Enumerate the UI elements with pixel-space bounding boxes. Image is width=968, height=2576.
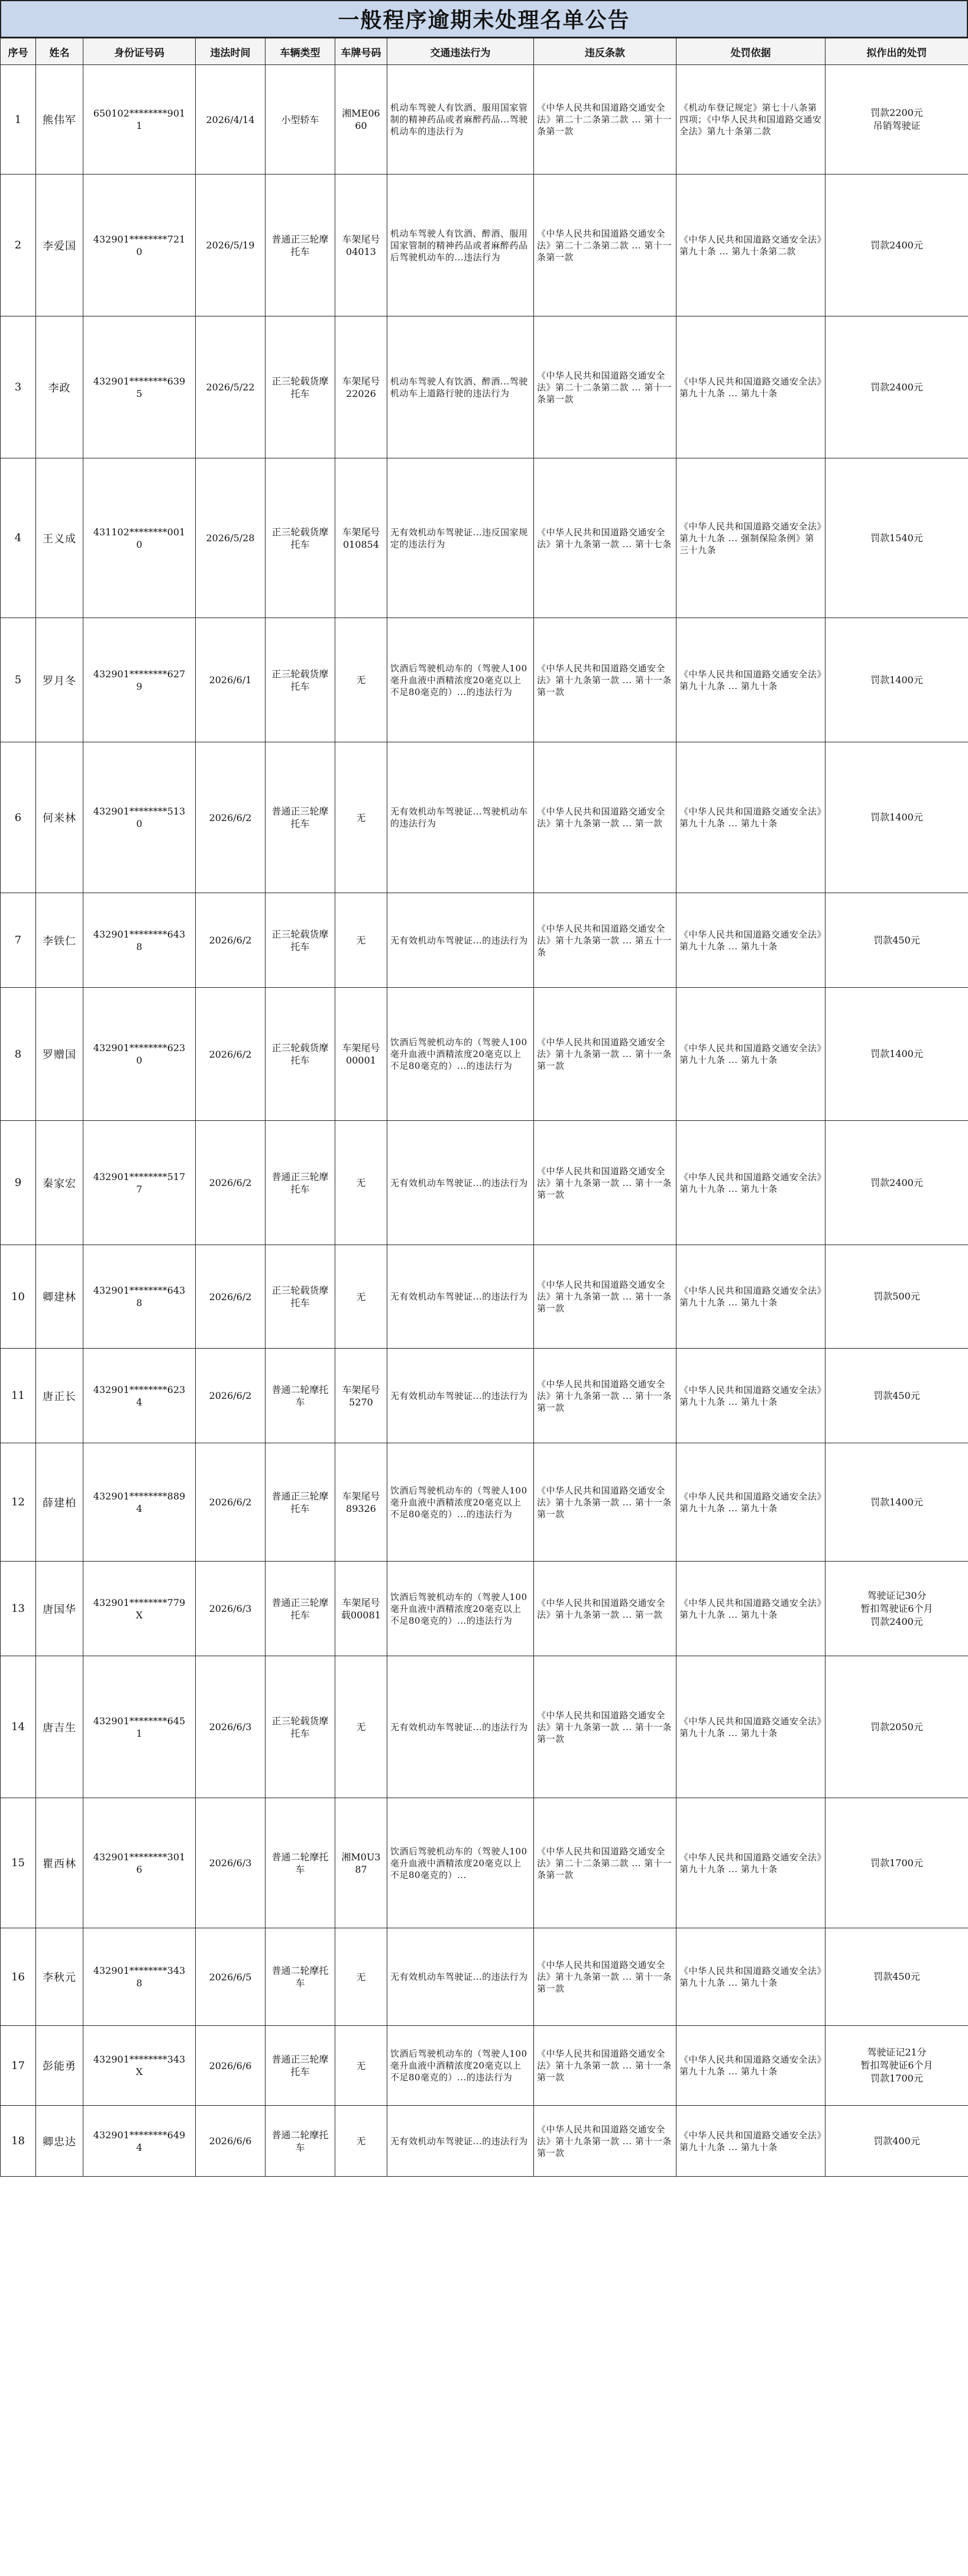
plate-cell: 无 (335, 2026, 387, 2106)
table-row (1, 1349, 968, 1443)
behavior-cell: 机动车驾驶人有饮酒、醉酒、服用国家管制的精神药品或者麻醉药品后驾驶机动车的...违法行为 (387, 174, 534, 316)
header-clause: 违反条款 (534, 38, 676, 65)
penalty-cell: 罚款2400元 (825, 1121, 968, 1245)
basis-cell: 《中华人民共和国道路交通安全法》第九十九条 ... 强制保险条例》第三十九条 (676, 458, 825, 618)
header-basis: 处罚依据 (676, 38, 825, 65)
penalty-cell: 罚款1400元 (825, 618, 968, 742)
seq-cell: 9 (1, 1121, 36, 1245)
behavior-cell: 无有效机动车驾驶证...的违法行为 (387, 1656, 534, 1798)
behavior-cell: 无有效机动车驾驶证...的违法行为 (387, 1349, 534, 1443)
plate-cell: 车架尾号 22026 (335, 316, 387, 458)
violation-date-cell: 2026/6/2 (196, 1121, 266, 1245)
name-cell: 李政 (36, 316, 83, 458)
behavior-cell: 饮酒后驾驶机动车的（驾驶人100毫升血液中酒精浓度20毫克以上不足80毫克的）...的违法行为 (387, 988, 534, 1121)
name-cell: 唐正长 (36, 1349, 83, 1443)
behavior-cell: 无有效机动车驾驶证...的违法行为 (387, 1245, 534, 1349)
id-number-cell: 432901********649 4 (83, 2106, 196, 2177)
basis-cell: 《中华人民共和国道路交通安全法》第九十九条 ... 第九十条 (676, 1443, 825, 1562)
plate-cell: 无 (335, 1928, 387, 2026)
clause-cell: 《中华人民共和国道路交通安全法》第二十二条第二款 ... 第十一条第一款 (534, 316, 676, 458)
plate-cell: 无 (335, 742, 387, 893)
seq-cell: 16 (1, 1928, 36, 2026)
name-cell: 秦家宏 (36, 1121, 83, 1245)
basis-cell: 《中华人民共和国道路交通安全法》第九十九条 ... 第九十条 (676, 1349, 825, 1443)
seq-cell: 10 (1, 1245, 36, 1349)
behavior-cell: 饮酒后驾驶机动车的（驾驶人100毫升血液中酒精浓度20毫克以上不足80毫克的）...的违法行为 (387, 1562, 534, 1656)
vehicle-type-cell: 普通正三轮摩托车 (266, 742, 335, 893)
vehicle-type-cell: 普通正三轮摩托车 (266, 1562, 335, 1656)
vehicle-type-cell: 普通正三轮摩托车 (266, 174, 335, 316)
seq-cell: 2 (1, 174, 36, 316)
behavior-cell: 饮酒后驾驶机动车的（驾驶人100毫升血液中酒精浓度20毫克以上不足80毫克的）...的违法行为 (387, 2026, 534, 2106)
plate-cell: 无 (335, 1245, 387, 1349)
name-cell: 熊伟军 (36, 65, 83, 174)
penalty-cell: 罚款1400元 (825, 742, 968, 893)
table-row (1, 1443, 968, 1562)
behavior-cell: 无有效机动车驾驶证...的违法行为 (387, 893, 534, 988)
clause-cell: 《中华人民共和国道路交通安全法》第十九条第一款 ... 第十一条第一款 (534, 1121, 676, 1245)
penalty-cell: 罚款2200元 吊销驾驶证 (825, 65, 968, 174)
clause-cell: 《中华人民共和国道路交通安全法》第十九条第一款 ... 第五十一条 (534, 893, 676, 988)
violation-date-cell: 2026/5/22 (196, 316, 266, 458)
table-row (1, 1656, 968, 1798)
name-cell: 唐吉生 (36, 1656, 83, 1798)
basis-cell: 《中华人民共和国道路交通安全法》第九十九条 ... 第九十条 (676, 2026, 825, 2106)
vehicle-type-cell: 普通二轮摩托车 (266, 1928, 335, 2026)
seq-cell: 15 (1, 1798, 36, 1928)
vehicle-type-cell: 正三轮载货摩托车 (266, 458, 335, 618)
clause-cell: 《中华人民共和国道路交通安全法》第二十二条第二款 ... 第十一条第一款 (534, 1798, 676, 1928)
clause-cell: 《中华人民共和国道路交通安全法》第二十二条第二款 ... 第十一条第一款 (534, 174, 676, 316)
notice-title: 一般程序逾期未处理名单公告 (0, 0, 968, 38)
basis-cell: 《中华人民共和国道路交通安全法》第九十九条 ... 第九十条 (676, 618, 825, 742)
name-cell: 李铁仁 (36, 893, 83, 988)
id-number-cell: 432901********513 0 (83, 742, 196, 893)
vehicle-type-cell: 正三轮载货摩托车 (266, 988, 335, 1121)
violation-date-cell: 2026/4/14 (196, 65, 266, 174)
table-row (1, 1245, 968, 1349)
vehicle-type-cell: 正三轮载货摩托车 (266, 618, 335, 742)
clause-cell: 《中华人民共和国道路交通安全法》第十九条第一款 ... 第十一条第一款 (534, 618, 676, 742)
violation-date-cell: 2026/6/3 (196, 1656, 266, 1798)
penalty-cell: 罚款1400元 (825, 988, 968, 1121)
plate-cell: 车架尾号 00001 (335, 988, 387, 1121)
penalty-cell: 驾驶证记21分 暂扣驾驶证6个月 罚款1700元 (825, 2026, 968, 2106)
table-row (1, 618, 968, 742)
name-cell: 李爱国 (36, 174, 83, 316)
id-number-cell: 432901********643 8 (83, 893, 196, 988)
behavior-cell: 机动车驾驶人有饮酒、醉酒...驾驶机动车上道路行驶的违法行为 (387, 316, 534, 458)
clause-cell: 《中华人民共和国道路交通安全法》第十九条第一款 ... 第十一条第一款 (534, 1656, 676, 1798)
clause-cell: 《中华人民共和国道路交通安全法》第十九条第一款 ... 第十一条第一款 (534, 2026, 676, 2106)
penalty-cell: 罚款500元 (825, 1245, 968, 1349)
plate-cell: 车架尾号 89326 (335, 1443, 387, 1562)
clause-cell: 《中华人民共和国道路交通安全法》第十九条第一款 ... 第十七条 (534, 458, 676, 618)
violation-date-cell: 2026/6/3 (196, 1798, 266, 1928)
id-number-cell: 432901********779 X (83, 1562, 196, 1656)
plate-cell: 车架尾号 010854 (335, 458, 387, 618)
basis-cell: 《中华人民共和国道路交通安全法》第九十九条 ... 第九十条 (676, 2106, 825, 2177)
table-row (1, 2106, 968, 2177)
violation-date-cell: 2026/6/6 (196, 2106, 266, 2177)
violation-date-cell: 2026/5/28 (196, 458, 266, 618)
id-number-cell: 432901********639 5 (83, 316, 196, 458)
clause-cell: 《中华人民共和国道路交通安全法》第十九条第一款 ... 第十一条第一款 (534, 1349, 676, 1443)
clause-cell: 《中华人民共和国道路交通安全法》第十九条第一款 ... 第十一条第一款 (534, 988, 676, 1121)
plate-cell: 无 (335, 1121, 387, 1245)
basis-cell: 《中华人民共和国道路交通安全法》第九十九条 ... 第九十条 (676, 316, 825, 458)
plate-cell: 无 (335, 2106, 387, 2177)
penalty-cell: 罚款2050元 (825, 1656, 968, 1798)
id-number-cell: 432901********517 7 (83, 1121, 196, 1245)
seq-cell: 8 (1, 988, 36, 1121)
vehicle-type-cell: 正三轮载货摩托车 (266, 1656, 335, 1798)
name-cell: 罗月冬 (36, 618, 83, 742)
id-number-cell: 432901********643 8 (83, 1245, 196, 1349)
name-cell: 唐国华 (36, 1562, 83, 1656)
penalty-cell: 罚款450元 (825, 893, 968, 988)
violation-date-cell: 2026/6/3 (196, 1562, 266, 1656)
basis-cell: 《机动车登记规定》第七十八条第四项；《中华人民共和国道路交通安全法》第九十条第二款 (676, 65, 825, 174)
clause-cell: 《中华人民共和国道路交通安全法》第十九条第一款 ... 第十一条第一款 (534, 2106, 676, 2177)
seq-cell: 5 (1, 618, 36, 742)
basis-cell: 《中华人民共和国道路交通安全法》第九十九条 ... 第九十条 (676, 1928, 825, 2026)
id-number-cell: 432901********721 0 (83, 174, 196, 316)
header-vehicle-type: 车辆类型 (266, 38, 335, 65)
violation-date-cell: 2026/6/2 (196, 742, 266, 893)
plate-cell: 湘M0U3 87 (335, 1798, 387, 1928)
name-cell: 罗赠国 (36, 988, 83, 1121)
seq-cell: 7 (1, 893, 36, 988)
id-number-cell: 650102********901 1 (83, 65, 196, 174)
vehicle-type-cell: 普通二轮摩托车 (266, 1349, 335, 1443)
table-row (1, 742, 968, 893)
clause-cell: 《中华人民共和国道路交通安全法》第二十二条第二款 ... 第十一条第一款 (534, 65, 676, 174)
vehicle-type-cell: 普通二轮摩托车 (266, 1798, 335, 1928)
table-row (1, 65, 968, 174)
penalty-cell: 罚款450元 (825, 1349, 968, 1443)
header-id: 身份证号码 (83, 38, 196, 65)
table-row (1, 316, 968, 458)
penalty-cell: 罚款2400元 (825, 174, 968, 316)
seq-cell: 13 (1, 1562, 36, 1656)
violation-date-cell: 2026/6/6 (196, 2026, 266, 2106)
plate-cell: 车架尾号 04013 (335, 174, 387, 316)
basis-cell: 《中华人民共和国道路交通安全法》第九十九条 ... 第九十条 (676, 988, 825, 1121)
clause-cell: 《中华人民共和国道路交通安全法》第十九条第一款 ... 第一款 (534, 1562, 676, 1656)
plate-cell: 车架尾号 5270 (335, 1349, 387, 1443)
penalty-cell: 驾驶证记30分 暂扣驾驶证6个月 罚款2400元 (825, 1562, 968, 1656)
seq-cell: 1 (1, 65, 36, 174)
table-row (1, 1798, 968, 1928)
penalty-cell: 罚款1400元 (825, 1443, 968, 1562)
name-cell: 王义成 (36, 458, 83, 618)
vehicle-type-cell: 普通正三轮摩托车 (266, 1121, 335, 1245)
name-cell: 卿建林 (36, 1245, 83, 1349)
seq-cell: 11 (1, 1349, 36, 1443)
violation-date-cell: 2026/6/2 (196, 1245, 266, 1349)
plate-cell: 无 (335, 618, 387, 742)
id-number-cell: 432901********343 8 (83, 1928, 196, 2026)
table-row (1, 988, 968, 1121)
header-seq: 序号 (1, 38, 36, 65)
vehicle-type-cell: 正三轮载货摩托车 (266, 1245, 335, 1349)
clause-cell: 《中华人民共和国道路交通安全法》第十九条第一款 ... 第十一条第一款 (534, 1245, 676, 1349)
table-row (1, 1928, 968, 2026)
table-row (1, 174, 968, 316)
behavior-cell: 无有效机动车驾驶证...的违法行为 (387, 2106, 534, 2177)
name-cell: 李秋元 (36, 1928, 83, 2026)
vehicle-type-cell: 小型轿车 (266, 65, 335, 174)
id-number-cell: 432901********889 4 (83, 1443, 196, 1562)
header-behavior: 交通违法行为 (387, 38, 534, 65)
id-number-cell: 432901********645 1 (83, 1656, 196, 1798)
behavior-cell: 饮酒后驾驶机动车的（驾驶人100毫升血液中酒精浓度20毫克以上不足80毫克的）...的违法行为 (387, 618, 534, 742)
seq-cell: 6 (1, 742, 36, 893)
violation-date-cell: 2026/6/1 (196, 618, 266, 742)
id-number-cell: 432901********343 X (83, 2026, 196, 2106)
penalty-cell: 罚款1700元 (825, 1798, 968, 1928)
vehicle-type-cell: 普通正三轮摩托车 (266, 2026, 335, 2106)
seq-cell: 17 (1, 2026, 36, 2106)
header-date: 违法时间 (196, 38, 266, 65)
violation-date-cell: 2026/6/2 (196, 893, 266, 988)
clause-cell: 《中华人民共和国道路交通安全法》第十九条第一款 ... 第十一条第一款 (534, 1928, 676, 2026)
penalty-cell: 罚款400元 (825, 2106, 968, 2177)
header-row (1, 38, 968, 65)
plate-cell: 湘ME06 60 (335, 65, 387, 174)
basis-cell: 《中华人民共和国道路交通安全法》第九十九条 ... 第九十条 (676, 1245, 825, 1349)
penalty-cell: 罚款450元 (825, 1928, 968, 2026)
violation-date-cell: 2026/6/2 (196, 988, 266, 1121)
penalty-cell: 罚款1540元 (825, 458, 968, 618)
behavior-cell: 无有效机动车驾驶证...的违法行为 (387, 1121, 534, 1245)
clause-cell: 《中华人民共和国道路交通安全法》第十九条第一款 ... 第十一条第一款 (534, 1443, 676, 1562)
seq-cell: 12 (1, 1443, 36, 1562)
behavior-cell: 无有效机动车驾驶证...的违法行为 (387, 1928, 534, 2026)
seq-cell: 18 (1, 2106, 36, 2177)
behavior-cell: 饮酒后驾驶机动车的（驾驶人100毫升血液中酒精浓度20毫克以上不足80毫克的）...的违法行为 (387, 1443, 534, 1562)
violation-table (0, 38, 968, 2177)
violation-date-cell: 2026/6/2 (196, 1443, 266, 1562)
id-number-cell: 432901********623 4 (83, 1349, 196, 1443)
basis-cell: 《中华人民共和国道路交通安全法》第九十九条 ... 第九十条 (676, 1121, 825, 1245)
violation-date-cell: 2026/6/5 (196, 1928, 266, 2026)
plate-cell: 无 (335, 1656, 387, 1798)
violation-date-cell: 2026/5/19 (196, 174, 266, 316)
behavior-cell: 饮酒后驾驶机动车的（驾驶人100毫升血液中酒精浓度20毫克以上不足80毫克的）... (387, 1798, 534, 1928)
basis-cell: 《中华人民共和国道路交通安全法》第九十九条 ... 第九十条 (676, 1798, 825, 1928)
vehicle-type-cell: 正三轮载货摩托车 (266, 316, 335, 458)
basis-cell: 《中华人民共和国道路交通安全法》第九十九条 ... 第九十条 (676, 1562, 825, 1656)
table-row (1, 2026, 968, 2106)
header-plate: 车牌号码 (335, 38, 387, 65)
violation-date-cell: 2026/6/2 (196, 1349, 266, 1443)
plate-cell: 无 (335, 893, 387, 988)
basis-cell: 《中华人民共和国道路交通安全法》第九十九条 ... 第九十条 (676, 742, 825, 893)
vehicle-type-cell: 普通二轮摩托车 (266, 2106, 335, 2177)
header-penalty: 拟作出的处罚 (825, 38, 968, 65)
id-number-cell: 432901********623 0 (83, 988, 196, 1121)
behavior-cell: 无有效机动车驾驶证...违反国家规定的违法行为 (387, 458, 534, 618)
name-cell: 薛建柏 (36, 1443, 83, 1562)
penalty-cell: 罚款2400元 (825, 316, 968, 458)
table-row (1, 458, 968, 618)
id-number-cell: 432901********627 9 (83, 618, 196, 742)
name-cell: 瞿西林 (36, 1798, 83, 1928)
name-cell: 何来林 (36, 742, 83, 893)
table-row (1, 1121, 968, 1245)
id-number-cell: 432901********301 6 (83, 1798, 196, 1928)
id-number-cell: 431102********001 0 (83, 458, 196, 618)
name-cell: 卿忠达 (36, 2106, 83, 2177)
seq-cell: 4 (1, 458, 36, 618)
seq-cell: 3 (1, 316, 36, 458)
basis-cell: 《中华人民共和国道路交通安全法》第九十九条 ... 第九十条 (676, 1656, 825, 1798)
seq-cell: 14 (1, 1656, 36, 1798)
header-name: 姓名 (36, 38, 83, 65)
vehicle-type-cell: 普通正三轮摩托车 (266, 1443, 335, 1562)
clause-cell: 《中华人民共和国道路交通安全法》第十九条第一款 ... 第一款 (534, 742, 676, 893)
behavior-cell: 机动车驾驶人有饮酒、服用国家管制的精神药品或者麻醉药品...驾驶机动车的违法行为 (387, 65, 534, 174)
plate-cell: 车架尾号 载00081 (335, 1562, 387, 1656)
table-row (1, 893, 968, 988)
name-cell: 彭能勇 (36, 2026, 83, 2106)
basis-cell: 《中华人民共和国道路交通安全法》第九十条 ... 第九十条第二款 (676, 174, 825, 316)
vehicle-type-cell: 正三轮载货摩托车 (266, 893, 335, 988)
behavior-cell: 无有效机动车驾驶证...驾驶机动车的违法行为 (387, 742, 534, 893)
basis-cell: 《中华人民共和国道路交通安全法》第九十九条 ... 第九十条 (676, 893, 825, 988)
table-row (1, 1562, 968, 1656)
